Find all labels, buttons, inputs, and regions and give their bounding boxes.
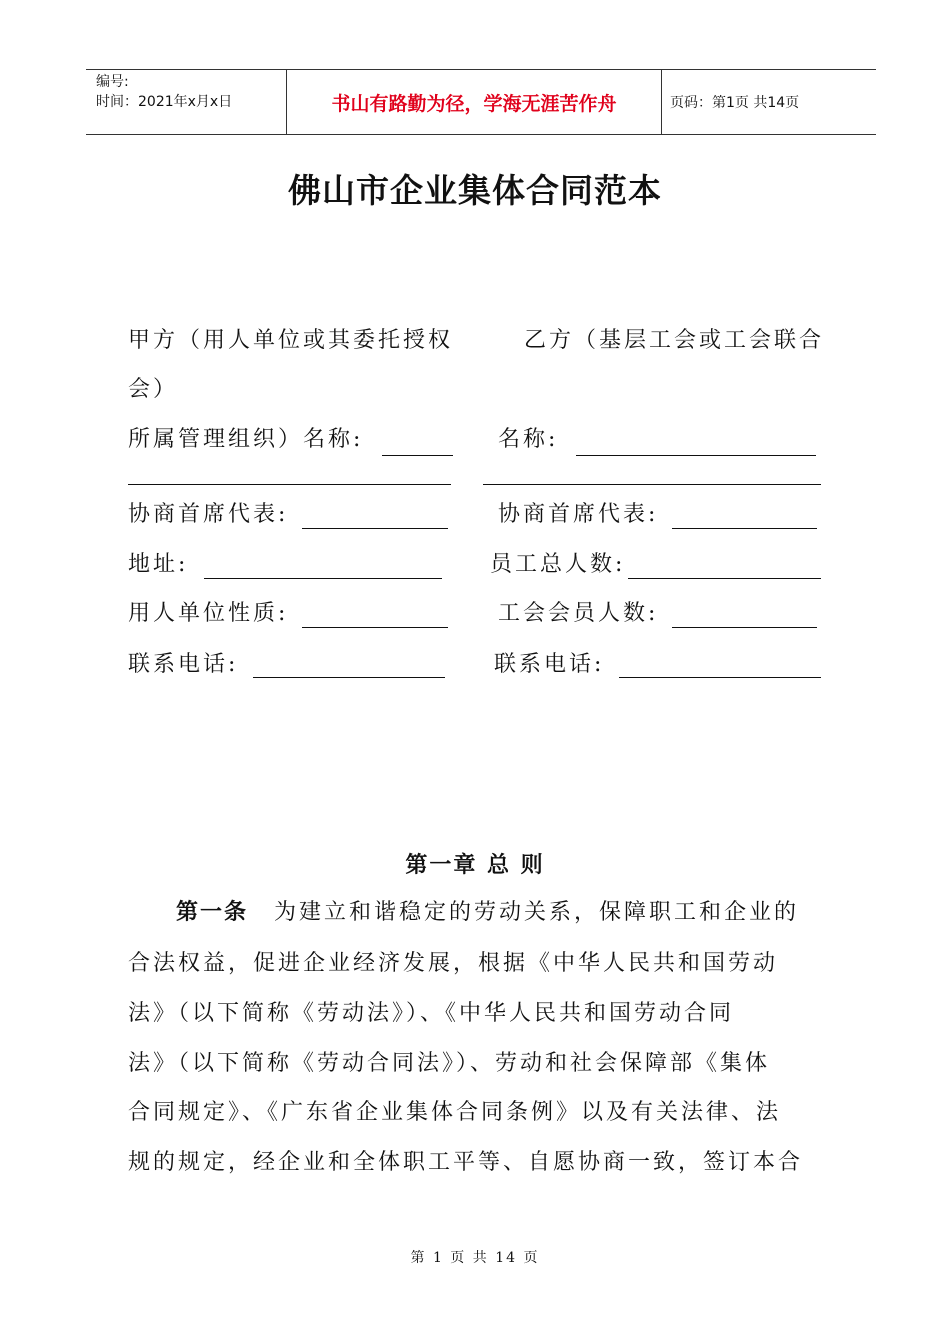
party-b-representative-blank[interactable] <box>672 528 817 529</box>
party-a-address-blank[interactable] <box>204 578 442 579</box>
party-b-name-blank[interactable] <box>576 455 816 456</box>
header-meta-cell <box>86 70 287 134</box>
party-b-employee-count-blank[interactable] <box>628 578 821 579</box>
party-b-phone-label: 联系电话: <box>494 652 605 677</box>
party-b-representative-label: 协商首席代表: <box>498 502 659 527</box>
party-b-employee-count-label: 员工总人数: <box>490 552 626 577</box>
party-a-representative-blank[interactable] <box>302 528 448 529</box>
party-b-heading: 乙方（基层工会或工会联合 <box>524 328 825 353</box>
party-b-heading-cont: 会） <box>128 377 179 402</box>
article-1-line-2: 合法权益，促进企业经济发展，根据《中华人民共和国劳动 <box>128 951 779 976</box>
party-a-nature-label: 用人单位性质: <box>128 601 289 626</box>
header-table <box>86 69 876 135</box>
party-a-name-label: 所属管理组织）名称: <box>128 427 364 452</box>
number-label: 编号: <box>96 74 129 90</box>
party-a-representative-label: 协商首席代表: <box>128 502 289 527</box>
party-b-name-blank-2[interactable] <box>483 484 821 485</box>
article-1-line-3: 法》（以下简称《劳动法》）、《中华人民共和国劳动合同 <box>128 1001 735 1026</box>
party-a-nature-blank[interactable] <box>302 627 448 628</box>
motto-text: 书山有路勤为径，学海无涯苦作舟 <box>331 92 617 115</box>
article-1-line-6: 规的规定，经企业和全体职工平等、自愿协商一致，签订本合 <box>128 1150 804 1175</box>
chapter-title: 第一章 总 则 <box>405 853 545 878</box>
party-b-phone-blank[interactable] <box>619 677 821 678</box>
party-a-name-blank-2[interactable] <box>128 484 451 485</box>
party-b-member-count-blank[interactable] <box>672 627 817 628</box>
party-b-name-label: 名称: <box>498 427 559 452</box>
header-page-cell <box>662 70 876 134</box>
party-a-name-blank[interactable] <box>382 455 453 456</box>
party-a-address-label: 地址: <box>128 552 189 577</box>
document-title: 佛山市企业集体合同范本 <box>288 171 662 210</box>
page-footer: 第 1 页 共 14 页 <box>410 1250 540 1266</box>
article-1-line-1 <box>128 898 838 928</box>
party-b-member-count-label: 工会会员人数: <box>498 601 659 626</box>
header-motto-cell <box>287 70 662 134</box>
article-1-label: 第一条 <box>176 900 249 925</box>
article-1-line-5: 合同规定》、《广东省企业集体合同条例》以及有关法律、法 <box>128 1100 782 1125</box>
article-1-text-1: 为建立和谐稳定的劳动关系，保障职工和企业的 <box>274 900 800 925</box>
party-a-heading: 甲方（用人单位或其委托授权 <box>128 328 454 353</box>
time-label: 时间：2021年x月x日 <box>96 94 233 110</box>
party-a-phone-blank[interactable] <box>253 677 445 678</box>
article-1-line-4: 法》（以下简称《劳动合同法》）、劳动和社会保障部《集体 <box>128 1051 771 1076</box>
page-info: 页码：第1页 共14页 <box>670 95 800 111</box>
party-a-phone-label: 联系电话: <box>128 652 239 677</box>
